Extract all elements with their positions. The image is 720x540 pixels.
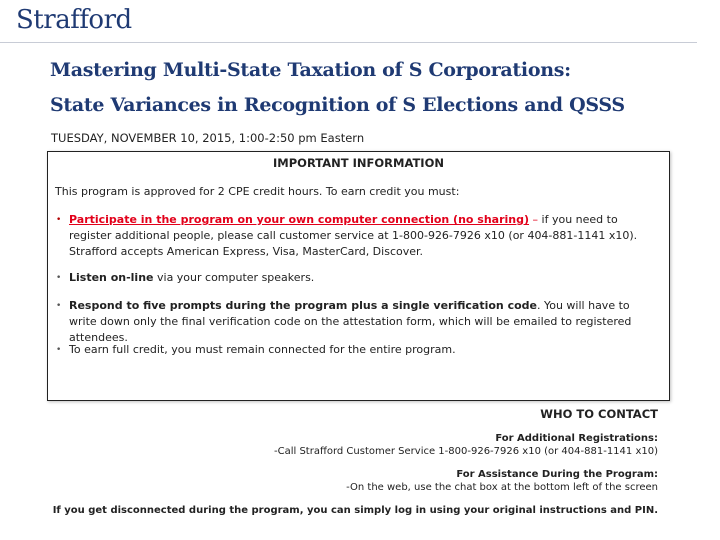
page-title-line1: Mastering Multi-State Taxation of S Corporations: — [50, 59, 571, 81]
bullet-text — [69, 212, 655, 260]
header-divider — [0, 42, 697, 43]
registration-instructions: if you need to register additional people, please call customer service at 1-800-926-7926 x10 (or 404-881-1141 x10). Strafford accepts American Express, Visa, MasterCard, Discover. — [69, 213, 638, 258]
respond-prompts-label: Respond to five prompts during the program plus a single verification code — [69, 299, 537, 312]
bullet-marker: • — [56, 215, 62, 225]
event-date: TUESDAY, NOVEMBER 10, 2015, 1:00-2:50 pm Eastern — [51, 131, 365, 145]
full-credit-text: To earn full credit, you must remain connected for the entire program. — [69, 343, 456, 356]
page-title-line2: State Variances in Recognition of S Elections and QSSS — [50, 94, 625, 116]
who-to-contact-heading: WHO TO CONTACT — [540, 407, 658, 421]
assistance-text: -On the web, use the chat box at the bottom left of the screen — [346, 482, 658, 493]
listen-online-text: via your computer speakers. — [153, 271, 315, 284]
bullet-text — [69, 270, 655, 286]
respond-prompts-text: . You will have to write down only the final verification code on the attestation form, which will be emailed to registered attendees. — [69, 299, 632, 344]
registrations-text: -Call Strafford Customer Service 1-800-926-7926 x10 (or 404-881-1141 x10) — [273, 446, 658, 457]
participate-link[interactable]: Participate in the program on your own computer connection (no sharing) — [69, 213, 530, 226]
bullet-listen — [55, 270, 655, 286]
bullet-marker: • — [56, 301, 62, 311]
listen-online-label: Listen on-line — [69, 271, 154, 284]
bullet-full-credit — [55, 342, 655, 358]
dash-separator: – — [529, 213, 542, 226]
registrations-label: For Additional Registrations: — [495, 433, 658, 444]
bullet-text — [69, 298, 655, 346]
bullet-respond — [55, 298, 655, 346]
strafford-logo: Strafford — [16, 5, 132, 35]
important-information-box — [47, 151, 670, 401]
assistance-label: For Assistance During the Program: — [456, 469, 658, 480]
bullet-marker: • — [56, 345, 62, 355]
credit-intro: This program is approved for 2 CPE credit hours. To earn credit you must: — [55, 185, 460, 198]
important-information-heading: IMPORTANT INFORMATION — [273, 156, 444, 170]
disconnect-notice: If you get disconnected during the program, you can simply log in using your original instructions and PIN. — [52, 505, 658, 516]
bullet-marker: • — [56, 273, 62, 283]
bullet-participate — [55, 212, 655, 260]
